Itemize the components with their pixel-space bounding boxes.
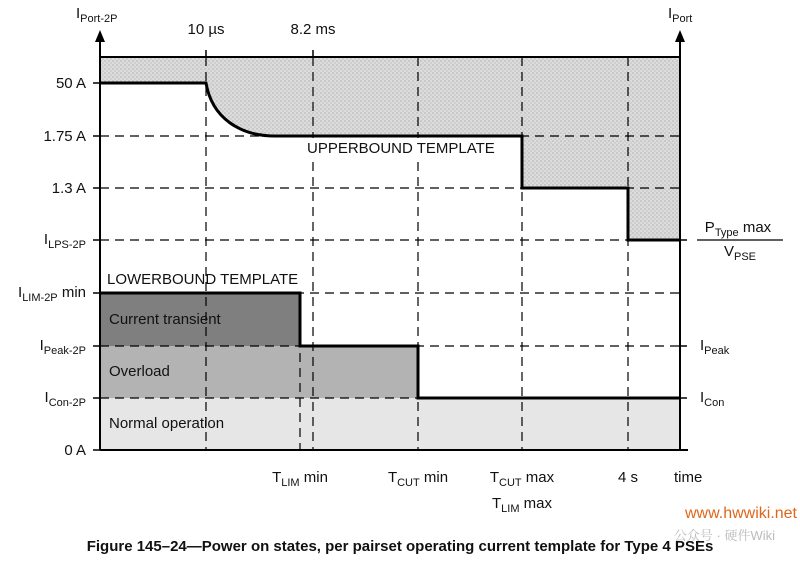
tick-ipeak: $I_{Peak}$	[700, 337, 730, 357]
tick-1-75a: 1.75 A	[43, 128, 86, 145]
tick-0a: 0 A	[64, 442, 86, 459]
x-axis-title: time	[674, 469, 703, 486]
current-transient-label: Current transient	[109, 311, 221, 328]
tick-ilps-2p: $I_{LPS-2P}$	[43, 231, 86, 251]
tick-ptype-max: $P_{Type}$ max	[704, 219, 772, 239]
tick-tlim-min: $T_{LIM}$ min	[272, 469, 328, 489]
tick-ipeak-2p: $I_{Peak-2P}$	[39, 337, 86, 357]
normal-operation-label: Normal operation	[109, 415, 225, 432]
tick-10us: 10 µs	[187, 21, 225, 38]
watermark-brand: 公众号 · 硬件Wiki	[673, 528, 775, 543]
tick-icon: $I_{Con}$	[700, 389, 725, 409]
lowerbound-template-label: LOWERBOUND TEMPLATE	[107, 271, 299, 288]
watermark-url: www.hwwiki.net	[684, 505, 797, 522]
tick-4s: 4 s	[617, 469, 639, 486]
tick-ilim-2p-min: $I_{LIM-2P}$ min	[18, 284, 86, 304]
overload-label: Overload	[109, 363, 170, 380]
axis-arrowheads	[95, 30, 685, 42]
tick-1-3a: 1.3 A	[51, 180, 86, 197]
right-axis-title: $I_{Port}$	[668, 5, 693, 25]
figure-caption: Figure 145–24—Power on states, per pairset operating current template for Type 4 PSEs	[86, 538, 714, 555]
tick-50a: 50 A	[55, 75, 86, 92]
left-axis-title: $I_{Port-2P}$	[76, 5, 118, 25]
tick-tcut-min: $T_{CUT}$ min	[387, 469, 449, 489]
tick-8-2ms: 8.2 ms	[290, 21, 336, 38]
tick-tlim-max: $T_{LIM}$ max	[491, 495, 553, 515]
tick-vpse: $V_{PSE}$	[723, 243, 757, 263]
upperbound-template-label: UPPERBOUND TEMPLATE	[307, 140, 495, 157]
tick-tcut-max: $T_{CUT}$ max	[489, 469, 555, 489]
tick-icon-2p: $I_{Con-2P}$	[44, 389, 86, 409]
